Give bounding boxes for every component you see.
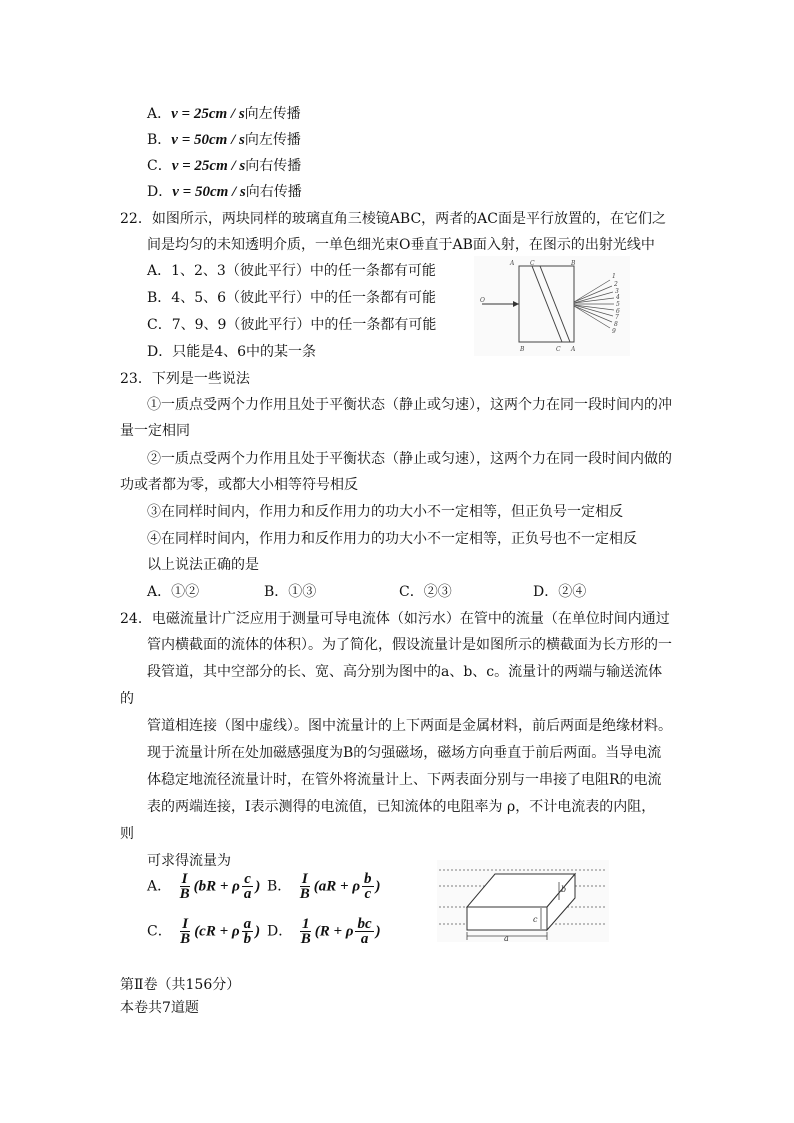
q23-option-a: A．①② <box>147 584 200 600</box>
label-A-top: A <box>510 260 515 267</box>
q24-line9: 则 <box>120 826 134 842</box>
label-B-bottom: B <box>520 346 525 353</box>
q24-line8: 表的两端连接，I表示测得的电流值，已知流体的电阻率为 ρ，不计电流表的内阻， <box>147 799 656 815</box>
q23-stem: 23．下列是一些说法 <box>120 371 250 387</box>
flowmeter-figure <box>437 860 609 942</box>
q22-option-b: B．4、5、6（彼此平行）中的任一条都有可能 <box>147 290 437 306</box>
ray-label-7: 7 <box>615 314 619 321</box>
q23-statement1-a: ①一质点受两个力作用且处于平衡状态（静止或匀速），这两个力在同一段时间内的冲 <box>147 397 672 413</box>
q22-stem-line2: 间是均匀的未知透明介质，一单色细光束O垂直于AB面入射，在图示的出射光线中 <box>147 237 655 253</box>
label-C-bottom: C <box>556 346 561 353</box>
q24-option-b: B． $\frac{I}{B}$ (aR + ρ $\frac{b}{c}$ ) <box>267 871 381 902</box>
label-A-bottom: A <box>571 346 576 353</box>
q24-option-d: D． $\frac{1}{B}$ (R + ρ $\frac{bc}{a}$ ) <box>267 916 381 947</box>
q24-line1: 24．电磁流量计广泛应用于测量可导电流体（如污水）在管中的流量（在单位时间内通过 <box>120 611 670 627</box>
q23-statement4: ④在同样时间内，作用力和反作用力的功大小不一定相等，正负号也不一定相反 <box>147 531 637 547</box>
label-c: c <box>533 915 538 924</box>
label-a: a <box>504 934 509 942</box>
section-title: 第Ⅱ卷（共156分） <box>120 977 241 993</box>
q24-line6: 现于流量计所在处加磁感强度为B的匀强磁场，磁场方向垂直于前后两面。当导电流 <box>147 745 662 761</box>
q24-line10: 可求得流量为 <box>147 853 231 869</box>
ray-label-5: 5 <box>616 301 620 308</box>
q21-option-d: D．v = 50cm / s向右传播 <box>147 184 302 200</box>
q23-ask: 以上说法正确的是 <box>147 557 259 573</box>
q24-line5: 管道相连接（图中虚线）。图中流量计的上下两面是金属材料，前后两面是绝缘材料。 <box>147 718 672 734</box>
q23-statement3: ③在同样时间内，作用力和反作用力的功大小不一定相等，但正负号一定相反 <box>147 504 623 520</box>
q23-statement2-a: ②一质点受两个力作用且处于平衡状态（静止或匀速），这两个力在同一段时间内做的 <box>147 451 672 467</box>
q23-statement2-b: 功或者都为零，或都大小相等符号相反 <box>120 477 358 493</box>
label-C-top: C <box>530 260 535 267</box>
q22-option-a: A．1、2、3（彼此平行）中的任一条都有可能 <box>147 263 436 279</box>
q24-line2: 管内横截面的流体的体积）。为了简化，假设流量计是如图所示的横截面为长方形的一 <box>147 637 672 653</box>
section-note: 本卷共7道题 <box>120 1000 199 1016</box>
q24-line3: 段管道，其中空部分的长、宽、高分别为图中的a、b、c。流量计的两端与输送流体 <box>147 664 663 680</box>
q21-option-c: C．v = 25cm / s向右传播 <box>147 158 302 174</box>
q22-option-d: D．只能是4、6中的某一条 <box>147 344 317 360</box>
ray-label-8: 8 <box>614 321 618 328</box>
q22-option-c: C．7、9、9（彼此平行）中的任一条都有可能 <box>147 317 437 333</box>
q24-option-a: A． $\frac{I}{B}$ (bR + ρ $\frac{c}{a}$ ) <box>147 871 261 902</box>
q21-option-a: A．v = 25cm / s向左传播 <box>147 106 301 122</box>
label-O: O <box>480 297 485 304</box>
label-B-top: B <box>571 260 576 267</box>
q24-option-c: C． $\frac{I}{B}$ (cR + ρ $\frac{a}{b}$ ) <box>147 916 261 947</box>
q21-option-b: B．v = 50cm / s向左传播 <box>147 132 301 148</box>
q23-statement1-b: 量一定相同 <box>120 423 190 439</box>
q23-option-b: B．①③ <box>264 584 317 600</box>
ray-label-3: 3 <box>615 288 619 295</box>
label-b: b <box>561 885 567 894</box>
ray-label-1: 1 <box>612 273 616 280</box>
q24-line4: 的 <box>120 691 134 707</box>
q22-stem-line1: 22．如图所示，两块同样的玻璃直角三棱镜ABC，两者的AC面是平行放置的，在它们之 <box>120 211 667 227</box>
ray-label-4: 4 <box>616 294 620 301</box>
ray-label-6: 6 <box>616 308 620 315</box>
q23-option-d: D．②④ <box>533 584 587 600</box>
ray-label-9: 9 <box>612 328 616 335</box>
ray-label-2: 2 <box>614 281 618 288</box>
q24-line7: 体稳定地流径流量计时，在管外将流量计上、下两表面分别与一串接了电阻R的电流 <box>147 772 662 788</box>
prism-figure <box>474 256 630 356</box>
q23-option-c: C．②③ <box>399 584 452 600</box>
